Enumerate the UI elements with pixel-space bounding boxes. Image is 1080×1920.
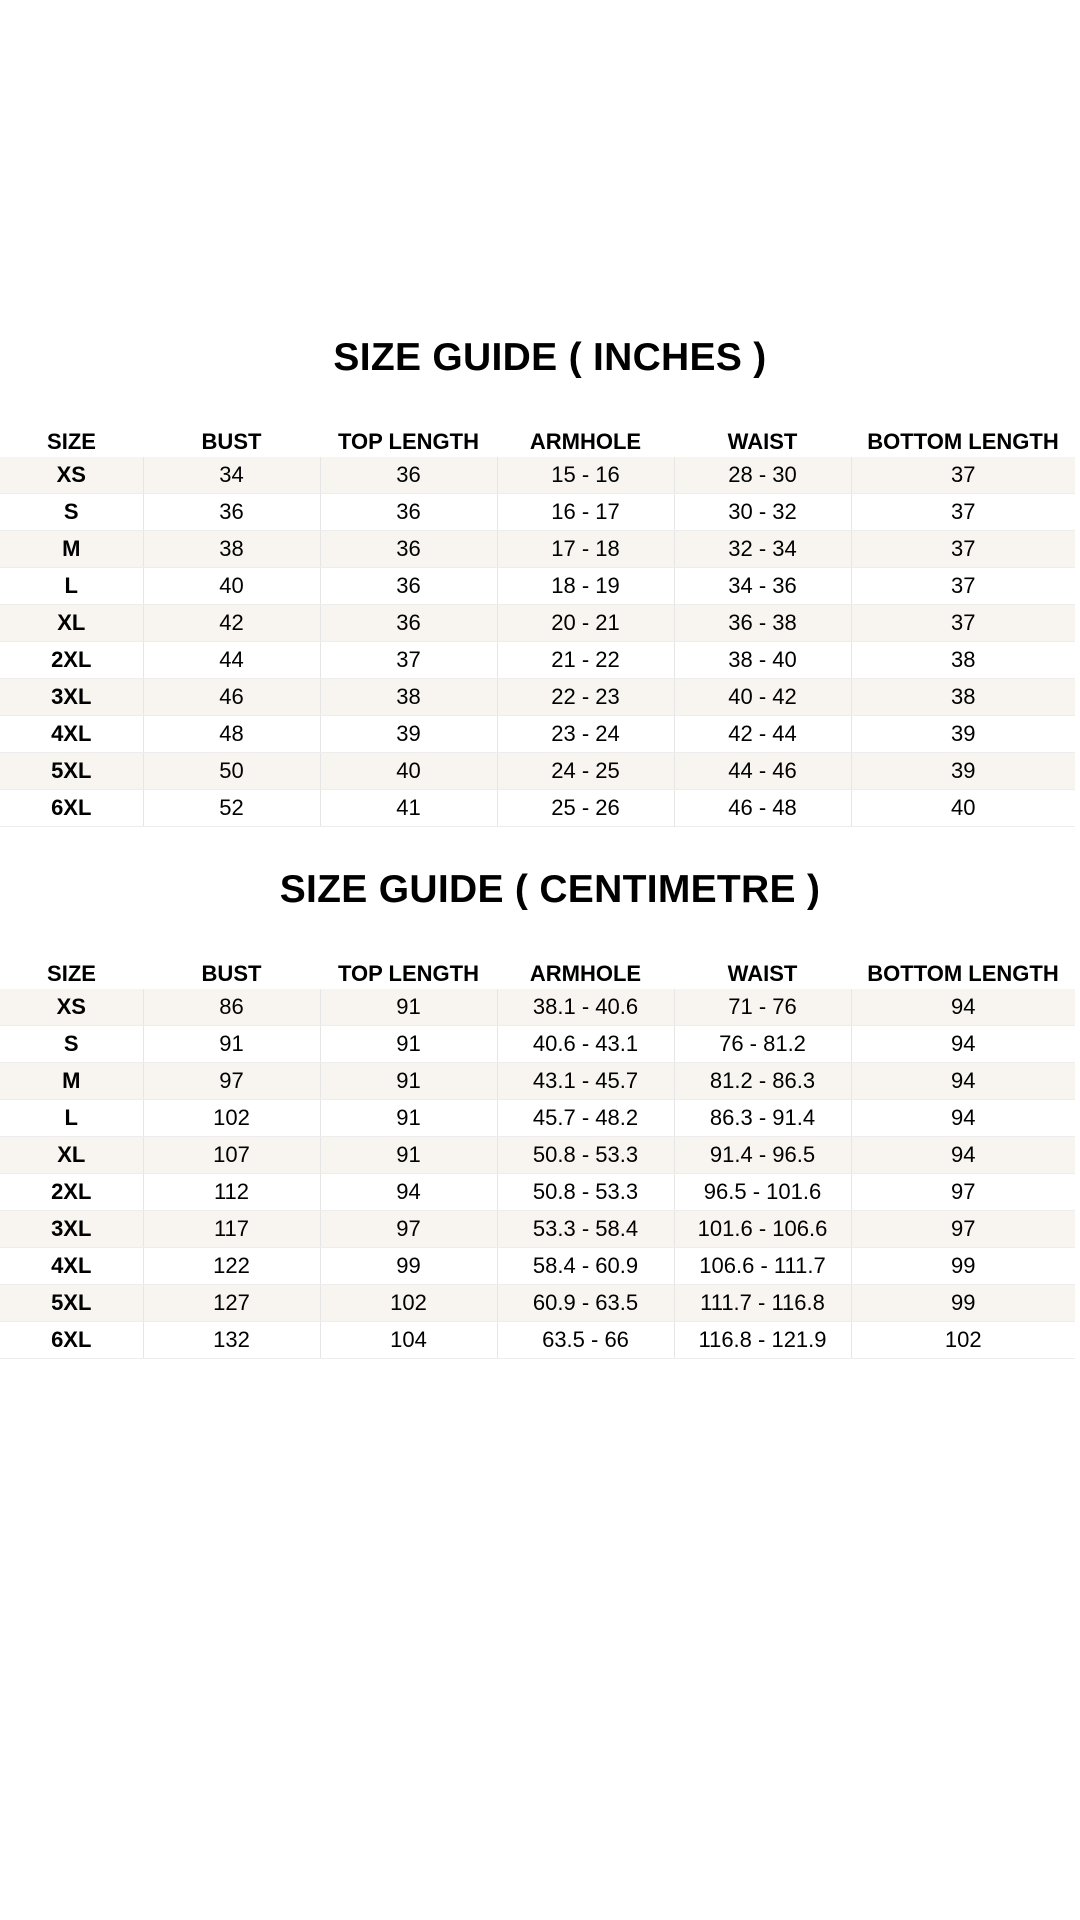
measurement-cell: 52 [143, 790, 320, 827]
column-header-armhole: ARMHOLE [529, 961, 642, 986]
measurement-cell: 96.5 - 101.6 [674, 1174, 851, 1211]
size-label: XL [0, 605, 143, 642]
measurement-cell: 94 [320, 1174, 497, 1211]
size-table-inches-body [0, 457, 1075, 827]
table-row [0, 1026, 1075, 1063]
measurement-cell: 37 [851, 494, 1075, 531]
measurement-cell: 91 [320, 989, 497, 1026]
size-label: L [0, 568, 143, 605]
measurement-cell: 18 - 19 [497, 568, 674, 605]
size-label: 2XL [0, 1174, 143, 1211]
column-header-size: SIZE [47, 961, 96, 986]
size-label: XS [0, 989, 143, 1026]
header-row [0, 422, 1075, 457]
measurement-cell: 99 [851, 1285, 1075, 1322]
measurement-cell: 116.8 - 121.9 [674, 1322, 851, 1359]
size-label: 4XL [0, 1248, 143, 1285]
column-header-size: SIZE [47, 429, 96, 454]
size-guide-inches [0, 330, 1080, 820]
measurement-cell: 40 [320, 753, 497, 790]
measurement-cell: 91 [320, 1026, 497, 1063]
measurement-cell: 40 [851, 790, 1075, 827]
measurement-cell: 36 [320, 531, 497, 568]
measurement-cell: 16 - 17 [497, 494, 674, 531]
measurement-cell: 97 [320, 1211, 497, 1248]
size-label: 2XL [0, 642, 143, 679]
measurement-cell: 24 - 25 [497, 753, 674, 790]
column-header-waist: WAIST [727, 961, 798, 986]
table-row [0, 494, 1075, 531]
measurement-cell: 23 - 24 [497, 716, 674, 753]
size-guide-centimetre [0, 862, 1080, 1352]
table-row [0, 989, 1075, 1026]
measurement-cell: 91.4 - 96.5 [674, 1137, 851, 1174]
measurement-cell: 34 [143, 457, 320, 494]
measurement-cell: 36 [320, 568, 497, 605]
measurement-cell: 40 - 42 [674, 679, 851, 716]
table-row [0, 642, 1075, 679]
size-label: 5XL [0, 1285, 143, 1322]
measurement-cell: 106.6 - 111.7 [674, 1248, 851, 1285]
measurement-cell: 76 - 81.2 [674, 1026, 851, 1063]
measurement-cell: 40.6 - 43.1 [497, 1026, 674, 1063]
measurement-cell: 71 - 76 [674, 989, 851, 1026]
measurement-cell: 50 [143, 753, 320, 790]
measurement-cell: 50.8 - 53.3 [497, 1137, 674, 1174]
measurement-cell: 28 - 30 [674, 457, 851, 494]
column-header-top-length: TOP LENGTH [338, 429, 479, 454]
measurement-cell: 58.4 - 60.9 [497, 1248, 674, 1285]
measurement-cell: 99 [320, 1248, 497, 1285]
table-row [0, 531, 1075, 568]
measurement-cell: 20 - 21 [497, 605, 674, 642]
size-table-centimetre-header [0, 954, 1075, 989]
measurement-cell: 36 - 38 [674, 605, 851, 642]
measurement-cell: 38 [143, 531, 320, 568]
measurement-cell: 46 [143, 679, 320, 716]
size-table-inches-header [0, 422, 1075, 457]
measurement-cell: 94 [851, 1026, 1075, 1063]
measurement-cell: 127 [143, 1285, 320, 1322]
size-guide-centimetre-title: SIZE GUIDE ( CENTIMETRE ) [279, 868, 821, 911]
size-label: 4XL [0, 716, 143, 753]
column-header-top-length: TOP LENGTH [338, 961, 479, 986]
size-label: 5XL [0, 753, 143, 790]
table-row [0, 1063, 1075, 1100]
table-row [0, 1174, 1075, 1211]
column-header-bust: BUST [201, 961, 262, 986]
measurement-cell: 40 [143, 568, 320, 605]
measurement-cell: 39 [851, 716, 1075, 753]
table-row [0, 1285, 1075, 1322]
header-row [0, 954, 1075, 989]
measurement-cell: 97 [851, 1174, 1075, 1211]
size-guide-inches-title: SIZE GUIDE ( INCHES ) [333, 336, 767, 379]
measurement-cell: 45.7 - 48.2 [497, 1100, 674, 1137]
measurement-cell: 132 [143, 1322, 320, 1359]
measurement-cell: 15 - 16 [497, 457, 674, 494]
measurement-cell: 44 - 46 [674, 753, 851, 790]
measurement-cell: 32 - 34 [674, 531, 851, 568]
measurement-cell: 117 [143, 1211, 320, 1248]
measurement-cell: 91 [320, 1100, 497, 1137]
measurement-cell: 60.9 - 63.5 [497, 1285, 674, 1322]
table-row [0, 716, 1075, 753]
table-row [0, 753, 1075, 790]
size-label: S [0, 494, 143, 531]
measurement-cell: 94 [851, 1137, 1075, 1174]
measurement-cell: 86.3 - 91.4 [674, 1100, 851, 1137]
measurement-cell: 86 [143, 989, 320, 1026]
measurement-cell: 112 [143, 1174, 320, 1211]
measurement-cell: 34 - 36 [674, 568, 851, 605]
table-row [0, 1211, 1075, 1248]
size-label: XS [0, 457, 143, 494]
measurement-cell: 17 - 18 [497, 531, 674, 568]
column-header-bust: BUST [201, 429, 262, 454]
measurement-cell: 43.1 - 45.7 [497, 1063, 674, 1100]
column-header-bottom-length: BOTTOM LENGTH [867, 961, 1059, 986]
table-row [0, 790, 1075, 827]
measurement-cell: 107 [143, 1137, 320, 1174]
table-row [0, 679, 1075, 716]
measurement-cell: 94 [851, 989, 1075, 1026]
measurement-cell: 63.5 - 66 [497, 1322, 674, 1359]
measurement-cell: 102 [320, 1285, 497, 1322]
measurement-cell: 39 [320, 716, 497, 753]
size-label: 3XL [0, 679, 143, 716]
size-label: S [0, 1026, 143, 1063]
measurement-cell: 42 - 44 [674, 716, 851, 753]
measurement-cell: 36 [143, 494, 320, 531]
measurement-cell: 91 [143, 1026, 320, 1063]
size-table-centimetre-body [0, 989, 1075, 1359]
measurement-cell: 37 [851, 568, 1075, 605]
measurement-cell: 44 [143, 642, 320, 679]
table-row [0, 1137, 1075, 1174]
measurement-cell: 46 - 48 [674, 790, 851, 827]
size-label: M [0, 531, 143, 568]
measurement-cell: 104 [320, 1322, 497, 1359]
size-table-inches [0, 422, 1075, 827]
measurement-cell: 25 - 26 [497, 790, 674, 827]
measurement-cell: 42 [143, 605, 320, 642]
measurement-cell: 94 [851, 1100, 1075, 1137]
measurement-cell: 102 [851, 1322, 1075, 1359]
size-label: XL [0, 1137, 143, 1174]
measurement-cell: 36 [320, 457, 497, 494]
table-row [0, 457, 1075, 494]
column-header-waist: WAIST [727, 429, 798, 454]
measurement-cell: 97 [143, 1063, 320, 1100]
measurement-cell: 37 [851, 457, 1075, 494]
measurement-cell: 38 [851, 679, 1075, 716]
measurement-cell: 122 [143, 1248, 320, 1285]
measurement-cell: 99 [851, 1248, 1075, 1285]
size-label: 6XL [0, 1322, 143, 1359]
measurement-cell: 36 [320, 605, 497, 642]
measurement-cell: 48 [143, 716, 320, 753]
measurement-cell: 37 [851, 605, 1075, 642]
measurement-cell: 41 [320, 790, 497, 827]
size-label: 6XL [0, 790, 143, 827]
measurement-cell: 39 [851, 753, 1075, 790]
measurement-cell: 91 [320, 1137, 497, 1174]
measurement-cell: 53.3 - 58.4 [497, 1211, 674, 1248]
size-label: 3XL [0, 1211, 143, 1248]
measurement-cell: 97 [851, 1211, 1075, 1248]
measurement-cell: 36 [320, 494, 497, 531]
measurement-cell: 30 - 32 [674, 494, 851, 531]
measurement-cell: 37 [851, 531, 1075, 568]
measurement-cell: 38 - 40 [674, 642, 851, 679]
measurement-cell: 102 [143, 1100, 320, 1137]
column-header-armhole: ARMHOLE [529, 429, 642, 454]
measurement-cell: 91 [320, 1063, 497, 1100]
table-row [0, 605, 1075, 642]
measurement-cell: 21 - 22 [497, 642, 674, 679]
measurement-cell: 101.6 - 106.6 [674, 1211, 851, 1248]
measurement-cell: 38 [320, 679, 497, 716]
size-label: L [0, 1100, 143, 1137]
measurement-cell: 38.1 - 40.6 [497, 989, 674, 1026]
measurement-cell: 38 [851, 642, 1075, 679]
measurement-cell: 37 [320, 642, 497, 679]
size-label: M [0, 1063, 143, 1100]
measurement-cell: 50.8 - 53.3 [497, 1174, 674, 1211]
measurement-cell: 81.2 - 86.3 [674, 1063, 851, 1100]
table-row [0, 1248, 1075, 1285]
table-row [0, 1100, 1075, 1137]
measurement-cell: 94 [851, 1063, 1075, 1100]
measurement-cell: 111.7 - 116.8 [674, 1285, 851, 1322]
column-header-bottom-length: BOTTOM LENGTH [867, 429, 1059, 454]
measurement-cell: 22 - 23 [497, 679, 674, 716]
table-row [0, 568, 1075, 605]
table-row [0, 1322, 1075, 1359]
size-table-centimetre [0, 954, 1075, 1359]
